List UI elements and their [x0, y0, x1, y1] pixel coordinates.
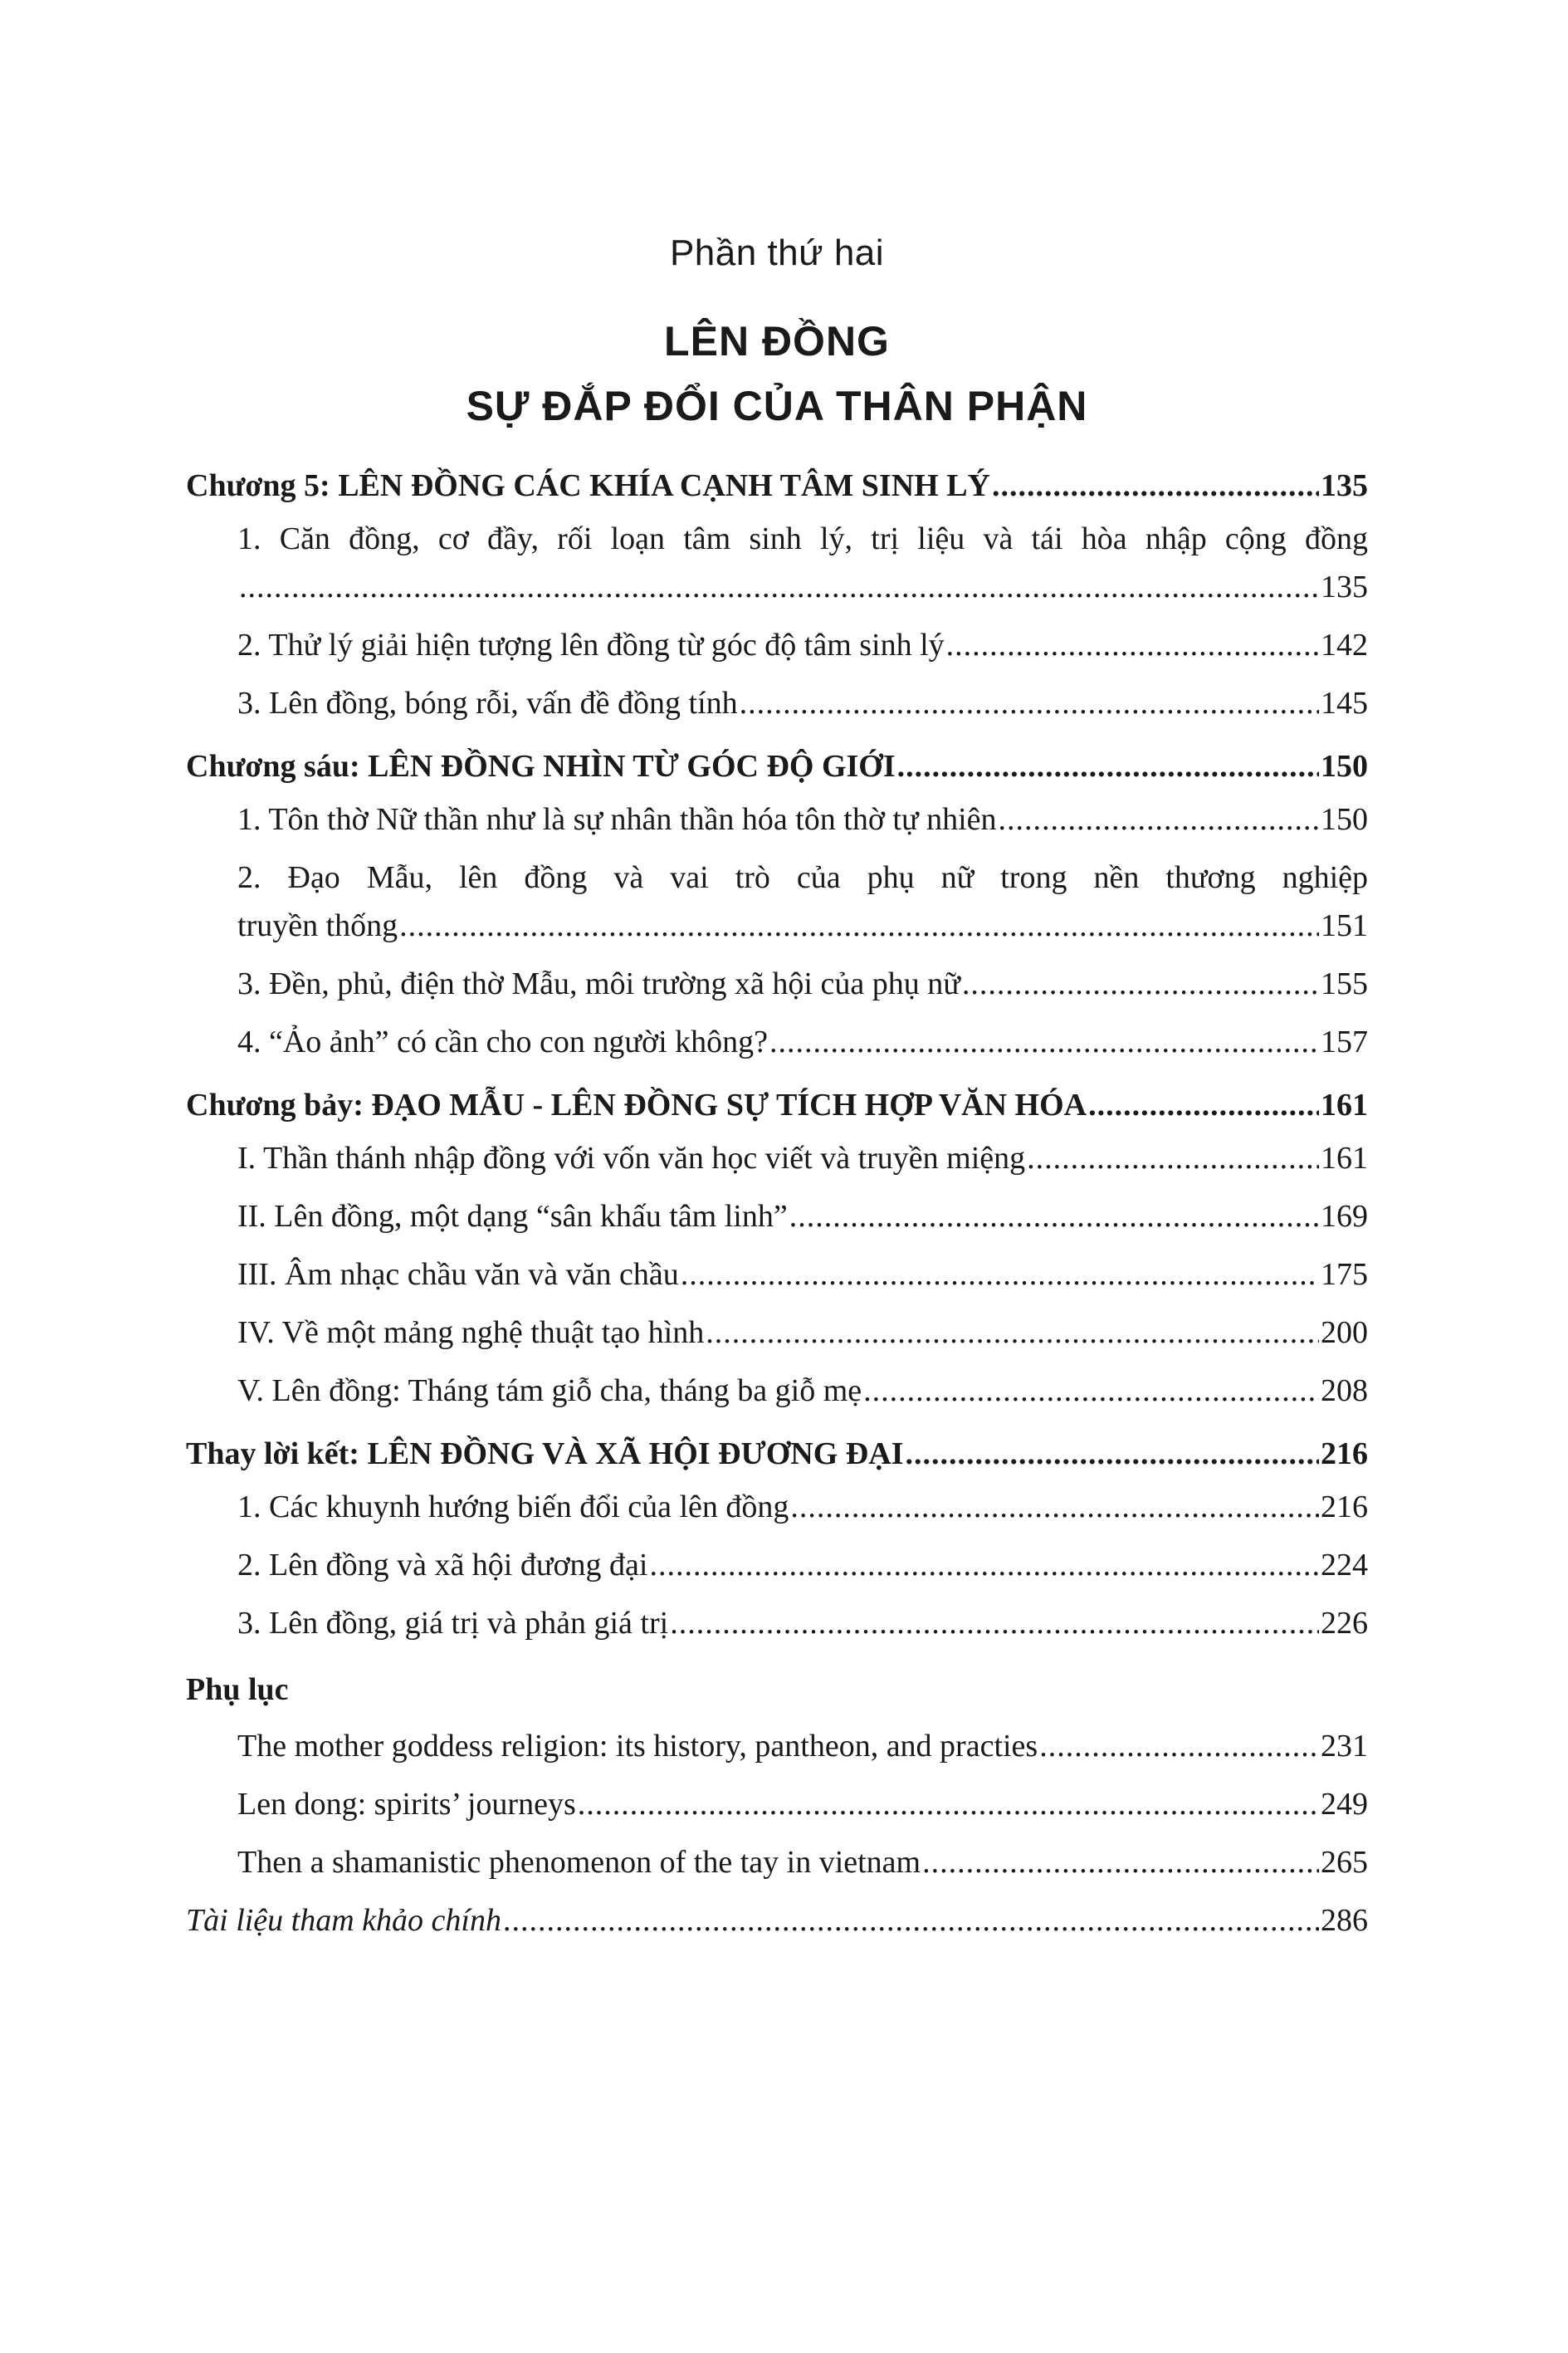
toc-entry-label: 4. “Ảo ảnh” có cần cho con người không?: [237, 1025, 768, 1059]
toc-page-number: 155: [1321, 966, 1368, 1001]
toc-item[interactable]: [186, 1023, 1368, 1061]
toc-entry-label: I. Thần thánh nhập đồng với vốn văn học viết và truyền miệng: [237, 1141, 1026, 1176]
toc-page-number: 157: [1321, 1025, 1368, 1059]
toc-entry-label: Len dong: spirits’ journeys: [237, 1787, 576, 1822]
toc-page-number: 150: [1321, 749, 1368, 784]
toc-page-number: 286: [1321, 1903, 1368, 1938]
dot-leader: [962, 965, 1319, 1003]
toc-entry-label: Chương 5: LÊN ĐỒNG CÁC KHÍA CẠNH TÂM SINH LÝ: [186, 468, 990, 503]
toc-entry-label: Thay lời kết: LÊN ĐỒNG VÀ XÃ HỘI ĐƯƠNG ĐẠI: [186, 1436, 904, 1471]
dot-leader: [649, 1546, 1319, 1584]
dot-leader: [769, 1023, 1319, 1061]
toc-chapter-6[interactable]: [186, 747, 1368, 785]
toc-entry-label: IV. Về một mảng nghệ thuật tạo hình: [237, 1315, 705, 1350]
dot-leader: [999, 800, 1320, 839]
toc-item[interactable]: [186, 1255, 1368, 1294]
toc-appendix-heading[interactable]: Phụ lục: [186, 1672, 289, 1707]
toc-page-number: 224: [1321, 1548, 1368, 1583]
toc-item[interactable]: [186, 1727, 1368, 1765]
toc-page-number: 200: [1321, 1315, 1368, 1350]
toc-page-number: 161: [1321, 1141, 1368, 1176]
toc-page-number: 175: [1321, 1257, 1368, 1292]
toc-entry-label: 3. Lên đồng, giá trị và phản giá trị: [237, 1606, 669, 1641]
toc-entry-label: 3. Đền, phủ, điện thờ Mẫu, môi trường xã hội của phụ nữ: [237, 966, 960, 1001]
dot-leader: [789, 1197, 1319, 1235]
toc-item[interactable]: [186, 1488, 1368, 1526]
toc-entry-label: III. Âm nhạc chầu văn và văn chầu: [237, 1257, 679, 1292]
toc-page-number: 151: [1321, 908, 1368, 943]
toc-entry-label: 1. Tôn thờ Nữ thần như là sự nhân thần hóa tôn thờ tự nhiên: [237, 802, 997, 837]
dot-leader: [503, 1901, 1319, 1940]
toc-item[interactable]: [186, 965, 1368, 1003]
dot-leader: [1039, 1727, 1319, 1765]
toc-item[interactable]: [186, 1604, 1368, 1642]
toc-page-number: 265: [1321, 1845, 1368, 1880]
toc-page-number: 150: [1321, 802, 1368, 837]
toc-page-number: 142: [1321, 628, 1368, 663]
toc-item[interactable]: [186, 684, 1368, 722]
toc-entry-label: The mother goddess religion: its history, pantheon, and practies: [237, 1729, 1038, 1764]
toc-item[interactable]: [186, 626, 1368, 664]
toc-entry-label: 1. Các khuynh hướng biến đổi của lên đồng: [237, 1490, 789, 1524]
toc-item[interactable]: [186, 1372, 1368, 1410]
toc-item[interactable]: [186, 1785, 1368, 1823]
part-title-line-2: SỰ ĐẮP ĐỔI CỦA THÂN PHẬN: [466, 383, 1088, 429]
toc-entry-label: II. Lên đồng, một dạng “sân khấu tâm linh”: [237, 1199, 788, 1234]
toc-entry-label: Then a shamanistic phenomenon of the tay in vietnam: [237, 1845, 921, 1880]
toc-chapter-5[interactable]: [186, 467, 1368, 505]
toc-page-number: 208: [1321, 1373, 1368, 1408]
dot-leader: [681, 1255, 1319, 1294]
toc-page-number: 145: [1321, 686, 1368, 721]
toc-entry-label: 2. Thử lý giải hiện tượng lên đồng từ góc độ tâm sinh lý: [237, 628, 945, 663]
toc-entry-label: Chương sáu: LÊN ĐỒNG NHÌN TỪ GÓC ĐỘ GIỚI: [186, 749, 896, 784]
toc-item[interactable]: [186, 1843, 1368, 1881]
dot-leader: [399, 907, 1319, 945]
dot-leader: [922, 1843, 1319, 1881]
part-title: [186, 309, 1368, 438]
dot-leader: [670, 1604, 1319, 1642]
toc-page-number: 231: [1321, 1729, 1368, 1764]
toc-page: [186, 232, 1368, 1940]
toc-page-number: 216: [1321, 1490, 1368, 1524]
toc-item-continuation[interactable]: [186, 907, 1368, 945]
dot-leader: [578, 1785, 1319, 1823]
toc-item-wrapped[interactable]: 1. Căn đồng, cơ đầy, rối loạn tâm sinh lý, trị liệu và tái hòa nhập cộng đồng: [237, 521, 1368, 556]
toc-entry-label: Tài liệu tham khảo chính: [186, 1903, 501, 1938]
dot-leader: [897, 747, 1319, 785]
dot-leader: [239, 568, 1319, 606]
part-title-line-1: LÊN ĐỒNG: [664, 318, 890, 364]
dot-leader: [992, 467, 1319, 505]
dot-leader: [740, 684, 1319, 722]
toc-page-number: 135: [1321, 468, 1368, 503]
dot-leader: [1088, 1086, 1319, 1124]
toc-references[interactable]: [186, 1901, 1368, 1940]
toc-entry-label: V. Lên đồng: Tháng tám giỗ cha, tháng ba giỗ mẹ: [237, 1373, 862, 1408]
dot-leader: [863, 1372, 1319, 1410]
toc-page-number: 135: [1321, 570, 1368, 604]
toc-page-number: 216: [1321, 1436, 1368, 1471]
toc-item-continuation[interactable]: [186, 568, 1368, 606]
toc-page-number: 249: [1321, 1787, 1368, 1822]
toc-item-wrapped[interactable]: 2. Đạo Mẫu, lên đồng và vai trò của phụ nữ trong nền thương nghiệp: [237, 860, 1368, 895]
dot-leader: [706, 1313, 1319, 1352]
toc-item[interactable]: [186, 1139, 1368, 1177]
toc-item[interactable]: [186, 1546, 1368, 1584]
dot-leader: [790, 1488, 1319, 1526]
toc-item[interactable]: [186, 1197, 1368, 1235]
dot-leader: [1027, 1139, 1319, 1177]
dot-leader: [946, 626, 1319, 664]
part-label: Phần thứ hai: [669, 232, 885, 273]
toc-entry-label: Chương bảy: ĐẠO MẪU - LÊN ĐỒNG SỰ TÍCH HỢP VĂN HÓA: [186, 1088, 1087, 1123]
toc-entry-label: 3. Lên đồng, bóng rỗi, vấn đề đồng tính: [237, 686, 738, 721]
toc-entry-label: 2. Lên đồng và xã hội đương đại: [237, 1548, 648, 1583]
toc-chapter-conclusion[interactable]: [186, 1435, 1368, 1473]
toc-page-number: 169: [1321, 1199, 1368, 1234]
toc-entry-label: truyền thống: [237, 908, 398, 943]
toc-item[interactable]: [186, 1313, 1368, 1352]
toc-item[interactable]: [186, 800, 1368, 839]
toc-page-number: 161: [1321, 1088, 1368, 1123]
dot-leader: [905, 1435, 1319, 1473]
toc-page-number: 226: [1321, 1606, 1368, 1641]
toc-chapter-7[interactable]: [186, 1086, 1368, 1124]
